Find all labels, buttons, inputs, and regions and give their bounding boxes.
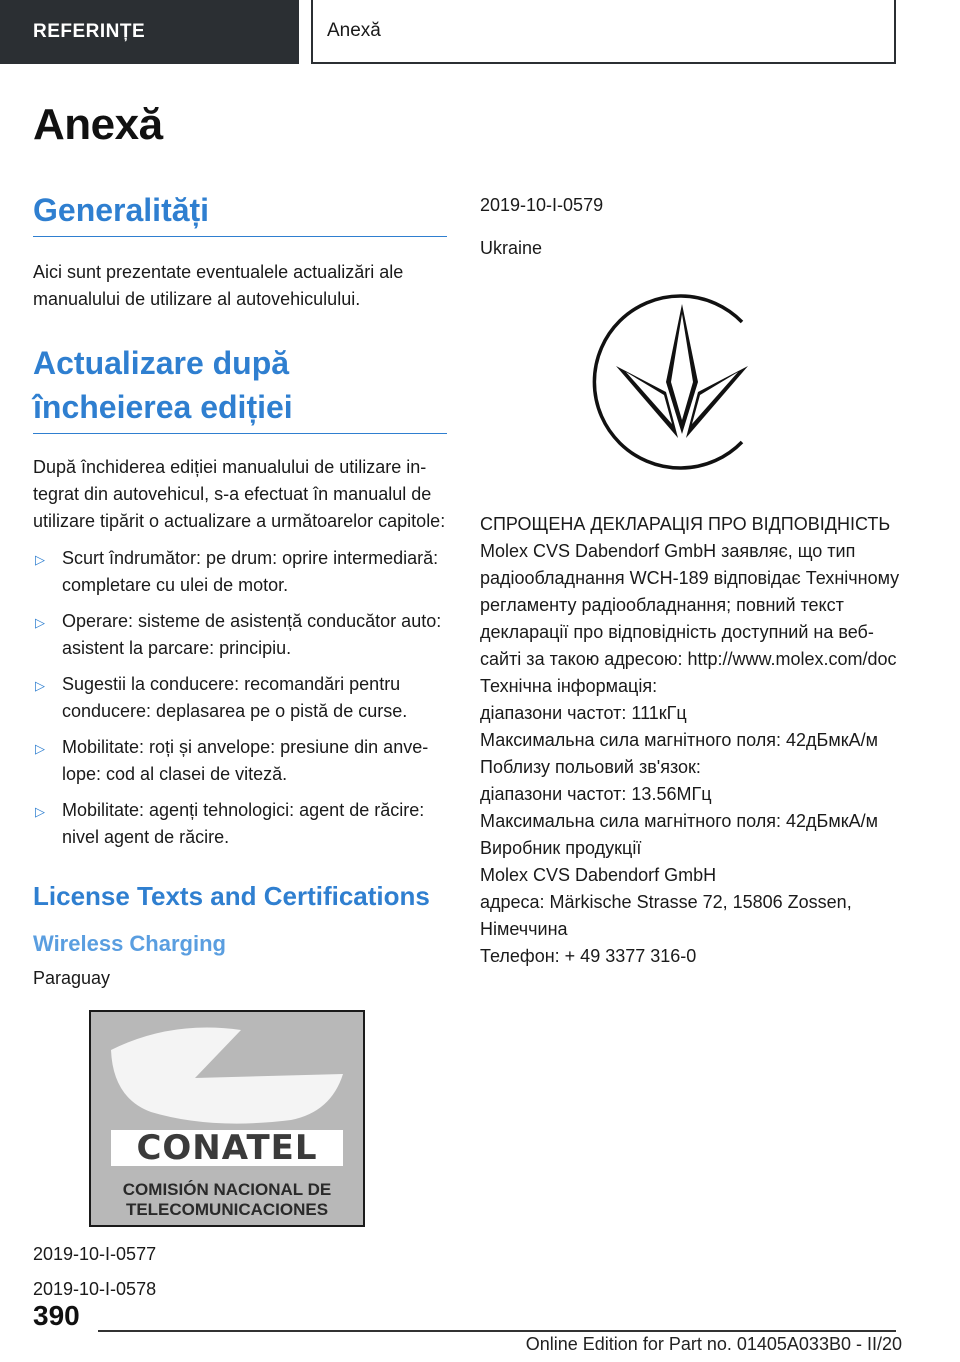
- list-item: ▷ Mobilitate: agenți tehnologici: agent de răcire: nivel agent de răcire.: [35, 800, 425, 847]
- list-item: ▷ Operare: sisteme de asistență conducător auto: asistent la parcare: principiu.: [35, 611, 442, 658]
- conatel-subtitle-line-2: TELECOMUNICACIONES: [125, 1200, 329, 1219]
- page-number: 390: [33, 1300, 80, 1331]
- left-column: [33, 188, 447, 1303]
- conatel-logo: [89, 1010, 365, 1227]
- triangle-bullet-icon: ▷: [35, 552, 45, 567]
- magnetic-field-strength: Максимальна сила магнітного поля: 42дБмкА/м: [480, 811, 878, 831]
- country-ukraine: Ukraine: [480, 238, 543, 258]
- right-column: [480, 192, 900, 970]
- tech-info-label: Технічна інформація:: [480, 676, 658, 696]
- list-item: ▷ Mobilitate: roți și anvelope: presiune din anvelope: cod al clasei de viteză.: [35, 737, 429, 784]
- manufacturer-label: Виробник продукції: [480, 838, 642, 858]
- country-paraguay: Paraguay: [33, 968, 111, 988]
- list-item: ▷ Sugestii la conducere: recomandări pentru conducere: deplasarea pe o pistă de curse.: [35, 674, 408, 721]
- declaration-title: СПРОЩЕНА ДЕКЛАРАЦІЯ ПРО ВІДПОВІДНІСТЬ: [480, 514, 891, 534]
- conatel-subtitle-line-1: COMISIÓN NACIONAL DE: [122, 1180, 332, 1199]
- magnetic-field-strength: Максимальна сила магнітного поля: 42дБмкА/м: [480, 730, 878, 750]
- page-title: Anexă: [33, 100, 163, 149]
- list-item: ▷ Scurt îndrumător: pe drum: oprire intermediară: completare cu ulei de motor.: [35, 548, 439, 595]
- paragraph-update: După închiderea ediției manualului de utilizare integrat din autovehicul, s-a efectuat în manualul de utilizare tipărit o actualizare a următoarelor capitole:: [33, 457, 446, 531]
- heading-license-texts: License Texts and Certifications: [33, 881, 430, 911]
- triangle-bullet-icon: ▷: [35, 678, 45, 693]
- triangle-bullet-icon: ▷: [35, 804, 45, 819]
- manufacturer-name: Molex CVS Dabendorf GmbH: [480, 865, 717, 885]
- paragraph-generalities: Aici sunt prezentate eventualele actualizări ale manualului de utilizare al autovehiculului.: [33, 262, 404, 309]
- triangle-bullet-icon: ▷: [35, 741, 45, 756]
- heading-wireless-charging: Wireless Charging: [33, 931, 226, 956]
- manufacturer-phone: Телефон: + 49 3377 316-0: [480, 946, 697, 966]
- certification-code: 2019-10-I-0577: [33, 1244, 157, 1264]
- declaration-text: Molex CVS Dabendorf GmbH заявляє, що тип радіообладнання WCH-189 відповідає Технічному регламенту радіообладнання; повний текст декларації про відповідність доступний на веб-сайті за такою адресою: http://www.molex.com/doc: [480, 541, 900, 669]
- ukraine-conformity-mark-icon: [592, 292, 900, 477]
- heading-update: Actualizare după încheierea ediției: [33, 341, 447, 434]
- frequency-range: діапазони частот: 111кГц: [480, 703, 687, 723]
- footer-edition: Online Edition for Part no. 01405A033B0 - II/20: [525, 1334, 902, 1354]
- update-chapter-list: [33, 545, 447, 851]
- header-chapter-tab[interactable]: Anexă: [311, 0, 896, 64]
- certification-code: 2019-10-I-0579: [480, 195, 604, 215]
- certification-code: 2019-10-I-0578: [33, 1279, 157, 1299]
- near-field-label: Поблизу польовий зв'язок:: [480, 757, 701, 777]
- conatel-wordmark: CONATEL: [111, 1130, 343, 1166]
- manufacturer-address: адреса: Märkische Strasse 72, 15806 Zossen, Німеччина: [480, 892, 852, 939]
- footer-divider: [98, 1330, 896, 1332]
- frequency-range: діапазони частот: 13.56МГц: [480, 784, 712, 804]
- triangle-bullet-icon: ▷: [35, 615, 45, 630]
- header-section-tab[interactable]: REFERINȚE: [0, 0, 299, 64]
- heading-generalities: Generalități: [33, 188, 447, 237]
